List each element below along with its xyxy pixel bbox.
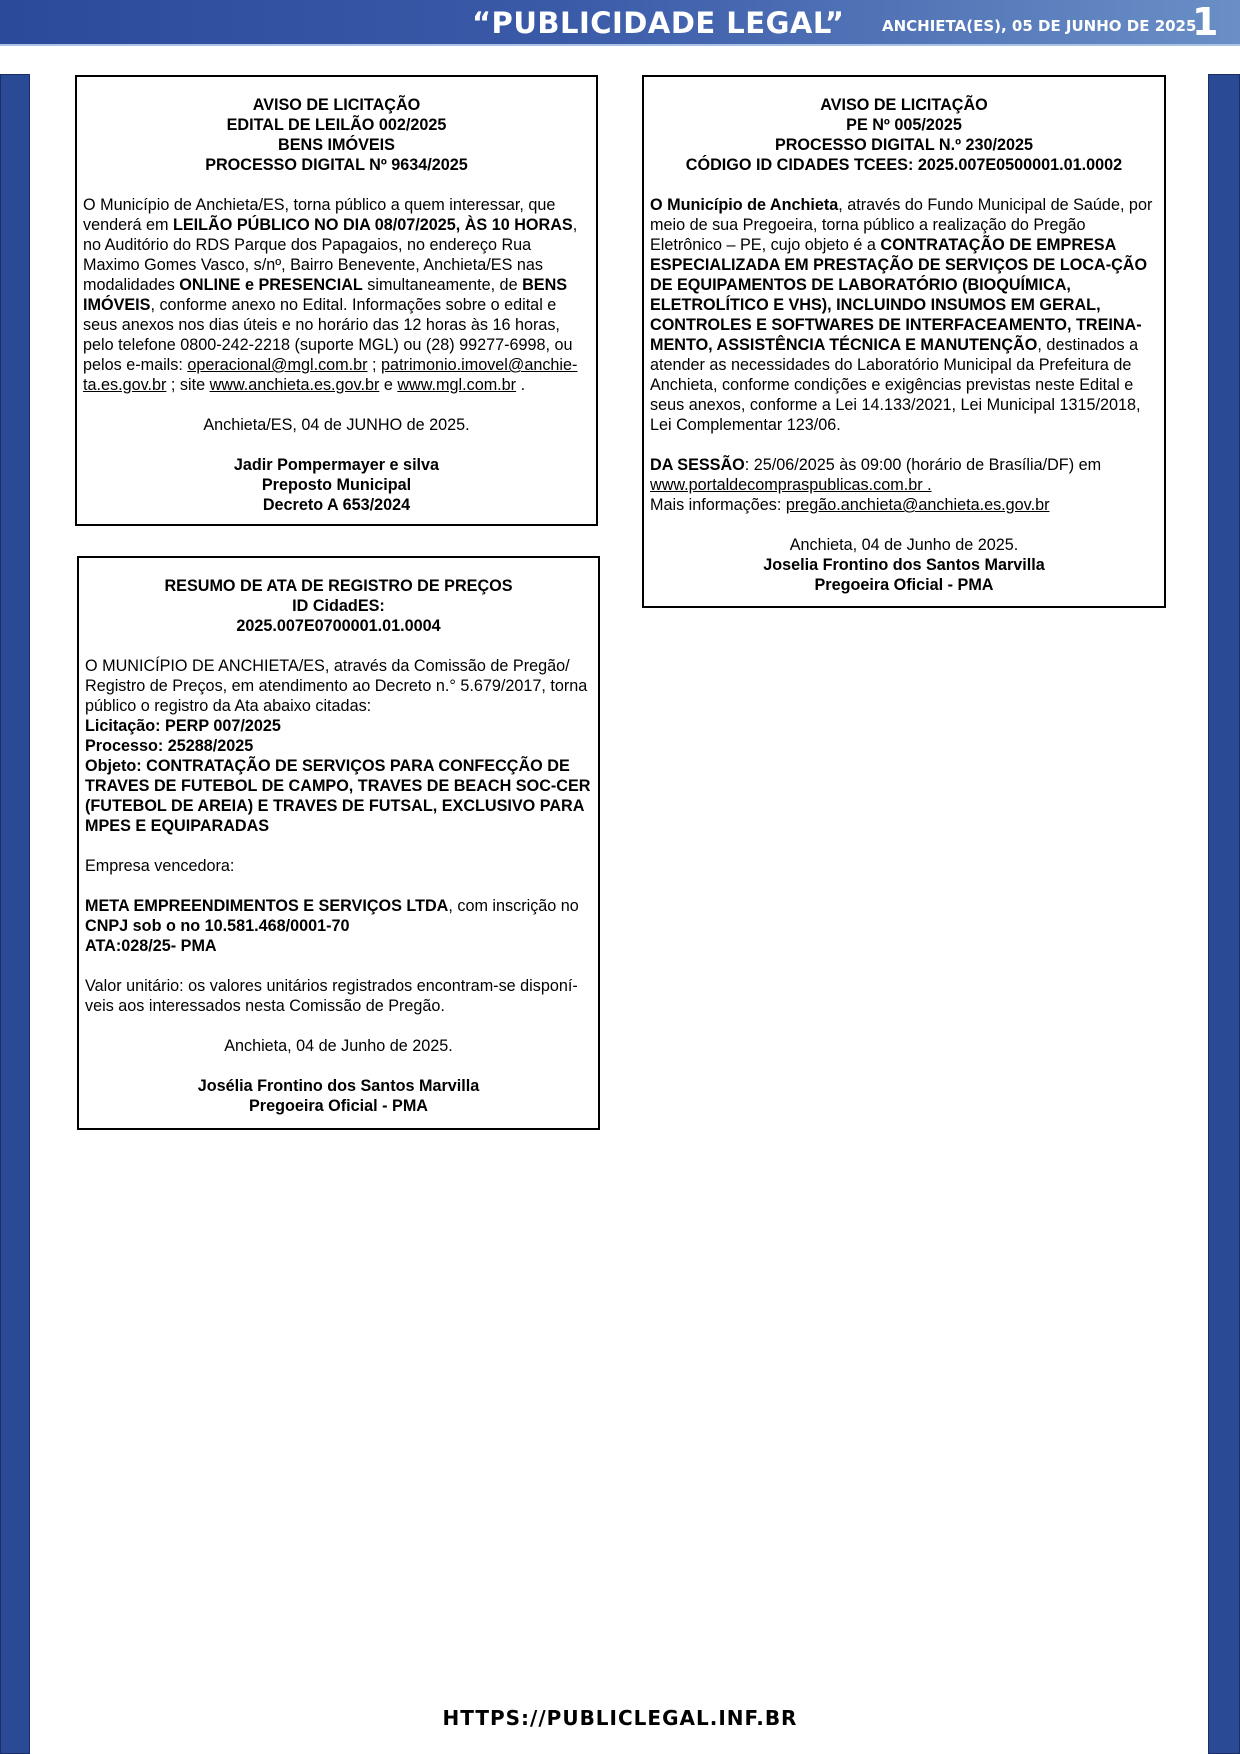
notice-intro: O MUNICÍPIO DE ANCHIETA/ES, através da Comissão de Pregão/ Registro de Preços, em atendimento ao Decreto n.° 5.679/2017, torna público o registro da Ata abaixo citadas:	[85, 657, 588, 715]
signatory-decree: Decreto A 653/2024	[262, 496, 411, 514]
signatory-role: Pregoeira Oficial - PMA	[248, 1097, 428, 1115]
notice-heading: CÓDIGO ID CIDADES TCEES: 2025.007E0500001.01.0002	[685, 156, 1123, 174]
place-date: Anchieta, 04 de Junho de 2025.	[224, 1037, 453, 1055]
portal-link[interactable]: www.portaldecompraspublicas.com.br .	[650, 476, 932, 494]
winner-company: META EMPREENDIMENTOS E SERVIÇOS LTDA, com inscrição no	[85, 897, 579, 915]
objeto: Objeto: CONTRATAÇÃO DE SERVIÇOS PARA CONFECÇÃO DE TRAVES DE FUTEBOL DE CAMPO, TRAVES DE BEACH SOC-CER (FUTEBOL DE AREIA) E TRAVES DE FUTSAL, EXCLUSIVO PARA MPES E EQUIPARADAS	[85, 757, 591, 835]
notice-heading: PROCESSO DIGITAL Nº 9634/2025	[205, 156, 468, 174]
publication-title: “PUBLICIDADE LEGAL”	[472, 6, 845, 40]
notice-body: O Município de Anchieta, através do Fundo Municipal de Saúde, por meio de sua Pregoeira, torna público a realização do Pregão Eletrônico – PE, cujo objeto é a CONTRATAÇÃO DE EMPRESA ESPECIALIZADA EM PRESTAÇÃO DE SERVIÇOS DE LOCA-ÇÃO DE EQUIPAMENTOS DE LABORATÓRIO (BIOQUÍMICA, ELETROLÍTICO E VHS), INCLUINDO INSUMOS EM GERAL, CONTROLES E SOFTWARES DE INTERFACEAMENTO, TREINA-MENTO, ASSISTÊNCIA TÉCNICA E MANUTENÇÃO, destinados a atender as necessidades do Laboratório Municipal da Prefeitura de Anchieta, conforme condições e exigências previstas neste Edital e seus anexos, conforme a Lei 14.133/2021, Lei Municipal 1315/2018, Lei Complementar 123/06.	[650, 196, 1153, 434]
site-link[interactable]: www.anchieta.es.gov.br	[209, 376, 380, 394]
page-number: 1	[1192, 0, 1219, 44]
notice-leilao	[75, 75, 598, 526]
edition-date: ANCHIETA(ES), 05 DE JUNHO DE 2025	[882, 17, 1197, 35]
session-info: DA SESSÃO: 25/06/2025 às 09:00 (horário de Brasília/DF) em www.portaldecompraspublicas.com.br .	[650, 456, 1102, 494]
notice-heading: PE Nº 005/2025	[846, 116, 962, 134]
place-date: Anchieta, 04 de Junho de 2025.	[789, 536, 1019, 554]
cnpj: CNPJ sob o no 10.581.468/0001-70	[85, 917, 350, 935]
notice-ata-registro	[77, 556, 600, 1130]
email-link[interactable]: operacional@mgl.com.br	[187, 356, 368, 374]
signatory-name: Joselia Frontino dos Santos Marvilla	[763, 556, 1045, 574]
left-margin-bar	[0, 74, 30, 1754]
email-link[interactable]: patrimonio.imovel@anchie-ta.es.gov.br	[83, 356, 578, 394]
licitacao: Licitação: PERP 007/2025	[85, 717, 281, 735]
notice-heading: PROCESSO DIGITAL N.º 230/2025	[774, 136, 1034, 154]
notice-heading: RESUMO DE ATA DE REGISTRO DE PREÇOS	[164, 577, 513, 595]
header-bar	[0, 0, 1240, 46]
more-info: Mais informações: pregão.anchieta@anchieta.es.gov.br	[650, 496, 1050, 514]
notice-body: O Município de Anchieta/ES, torna público a quem interessar, que venderá em LEILÃO PÚBLICO NO DIA 08/07/2025, ÀS 10 HORAS, no Auditório do RDS Parque dos Papagaios, no endereço Rua Maximo Gomes Vasco, s/nº, Bairro Benevente, Anchieta/ES nas modalidades ONLINE e PRESENCIAL simultaneamente, de BENS IMÓVEIS, conforme anexo no Edital. Informações sobre o edital e seus anexos nos dias úteis e no horário das 12 horas às 16 horas, pelo telefone 0800-242-2218 (suporte MGL) ou (28) 99277-6998, ou pelos e-mails: operacional@mgl.com.br ; patrimonio.imovel@anchie-ta.es.gov.br ; site www.anchieta.es.gov.br e www.mgl.com.br .	[83, 196, 578, 394]
right-margin-bar	[1208, 74, 1240, 1754]
signatory-name: Jadir Pompermayer e silva	[233, 456, 440, 474]
notice-heading: BENS IMÓVEIS	[278, 136, 395, 154]
site-link[interactable]: www.mgl.com.br	[397, 376, 517, 394]
notice-heading: EDITAL DE LEILÃO 002/2025	[226, 116, 447, 134]
signatory-name: Josélia Frontino dos Santos Marvilla	[197, 1077, 480, 1095]
email-link[interactable]: pregão.anchieta@anchieta.es.gov.br	[785, 496, 1050, 514]
valor-unitario: Valor unitário: os valores unitários registrados encontram-se disponí-veis aos interessados nesta Comissão de Pregão.	[85, 977, 578, 1015]
notice-heading: ID CidadES:	[292, 597, 385, 615]
notice-heading: AVISO DE LICITAÇÃO	[820, 96, 988, 114]
notice-pregao	[642, 75, 1166, 608]
notice-heading: 2025.007E0700001.01.0004	[236, 617, 441, 635]
footer-url[interactable]: HTTPS://PUBLICLEGAL.INF.BR	[442, 1706, 798, 1730]
ata-number: ATA:028/25- PMA	[85, 937, 217, 955]
processo: Processo: 25288/2025	[85, 737, 254, 755]
signatory-role: Preposto Municipal	[261, 476, 412, 494]
signatory-role: Pregoeira Oficial - PMA	[814, 576, 994, 594]
winner-label: Empresa vencedora:	[85, 857, 235, 875]
place-date: Anchieta/ES, 04 de JUNHO de 2025.	[203, 416, 470, 434]
notice-heading: AVISO DE LICITAÇÃO	[252, 96, 421, 114]
